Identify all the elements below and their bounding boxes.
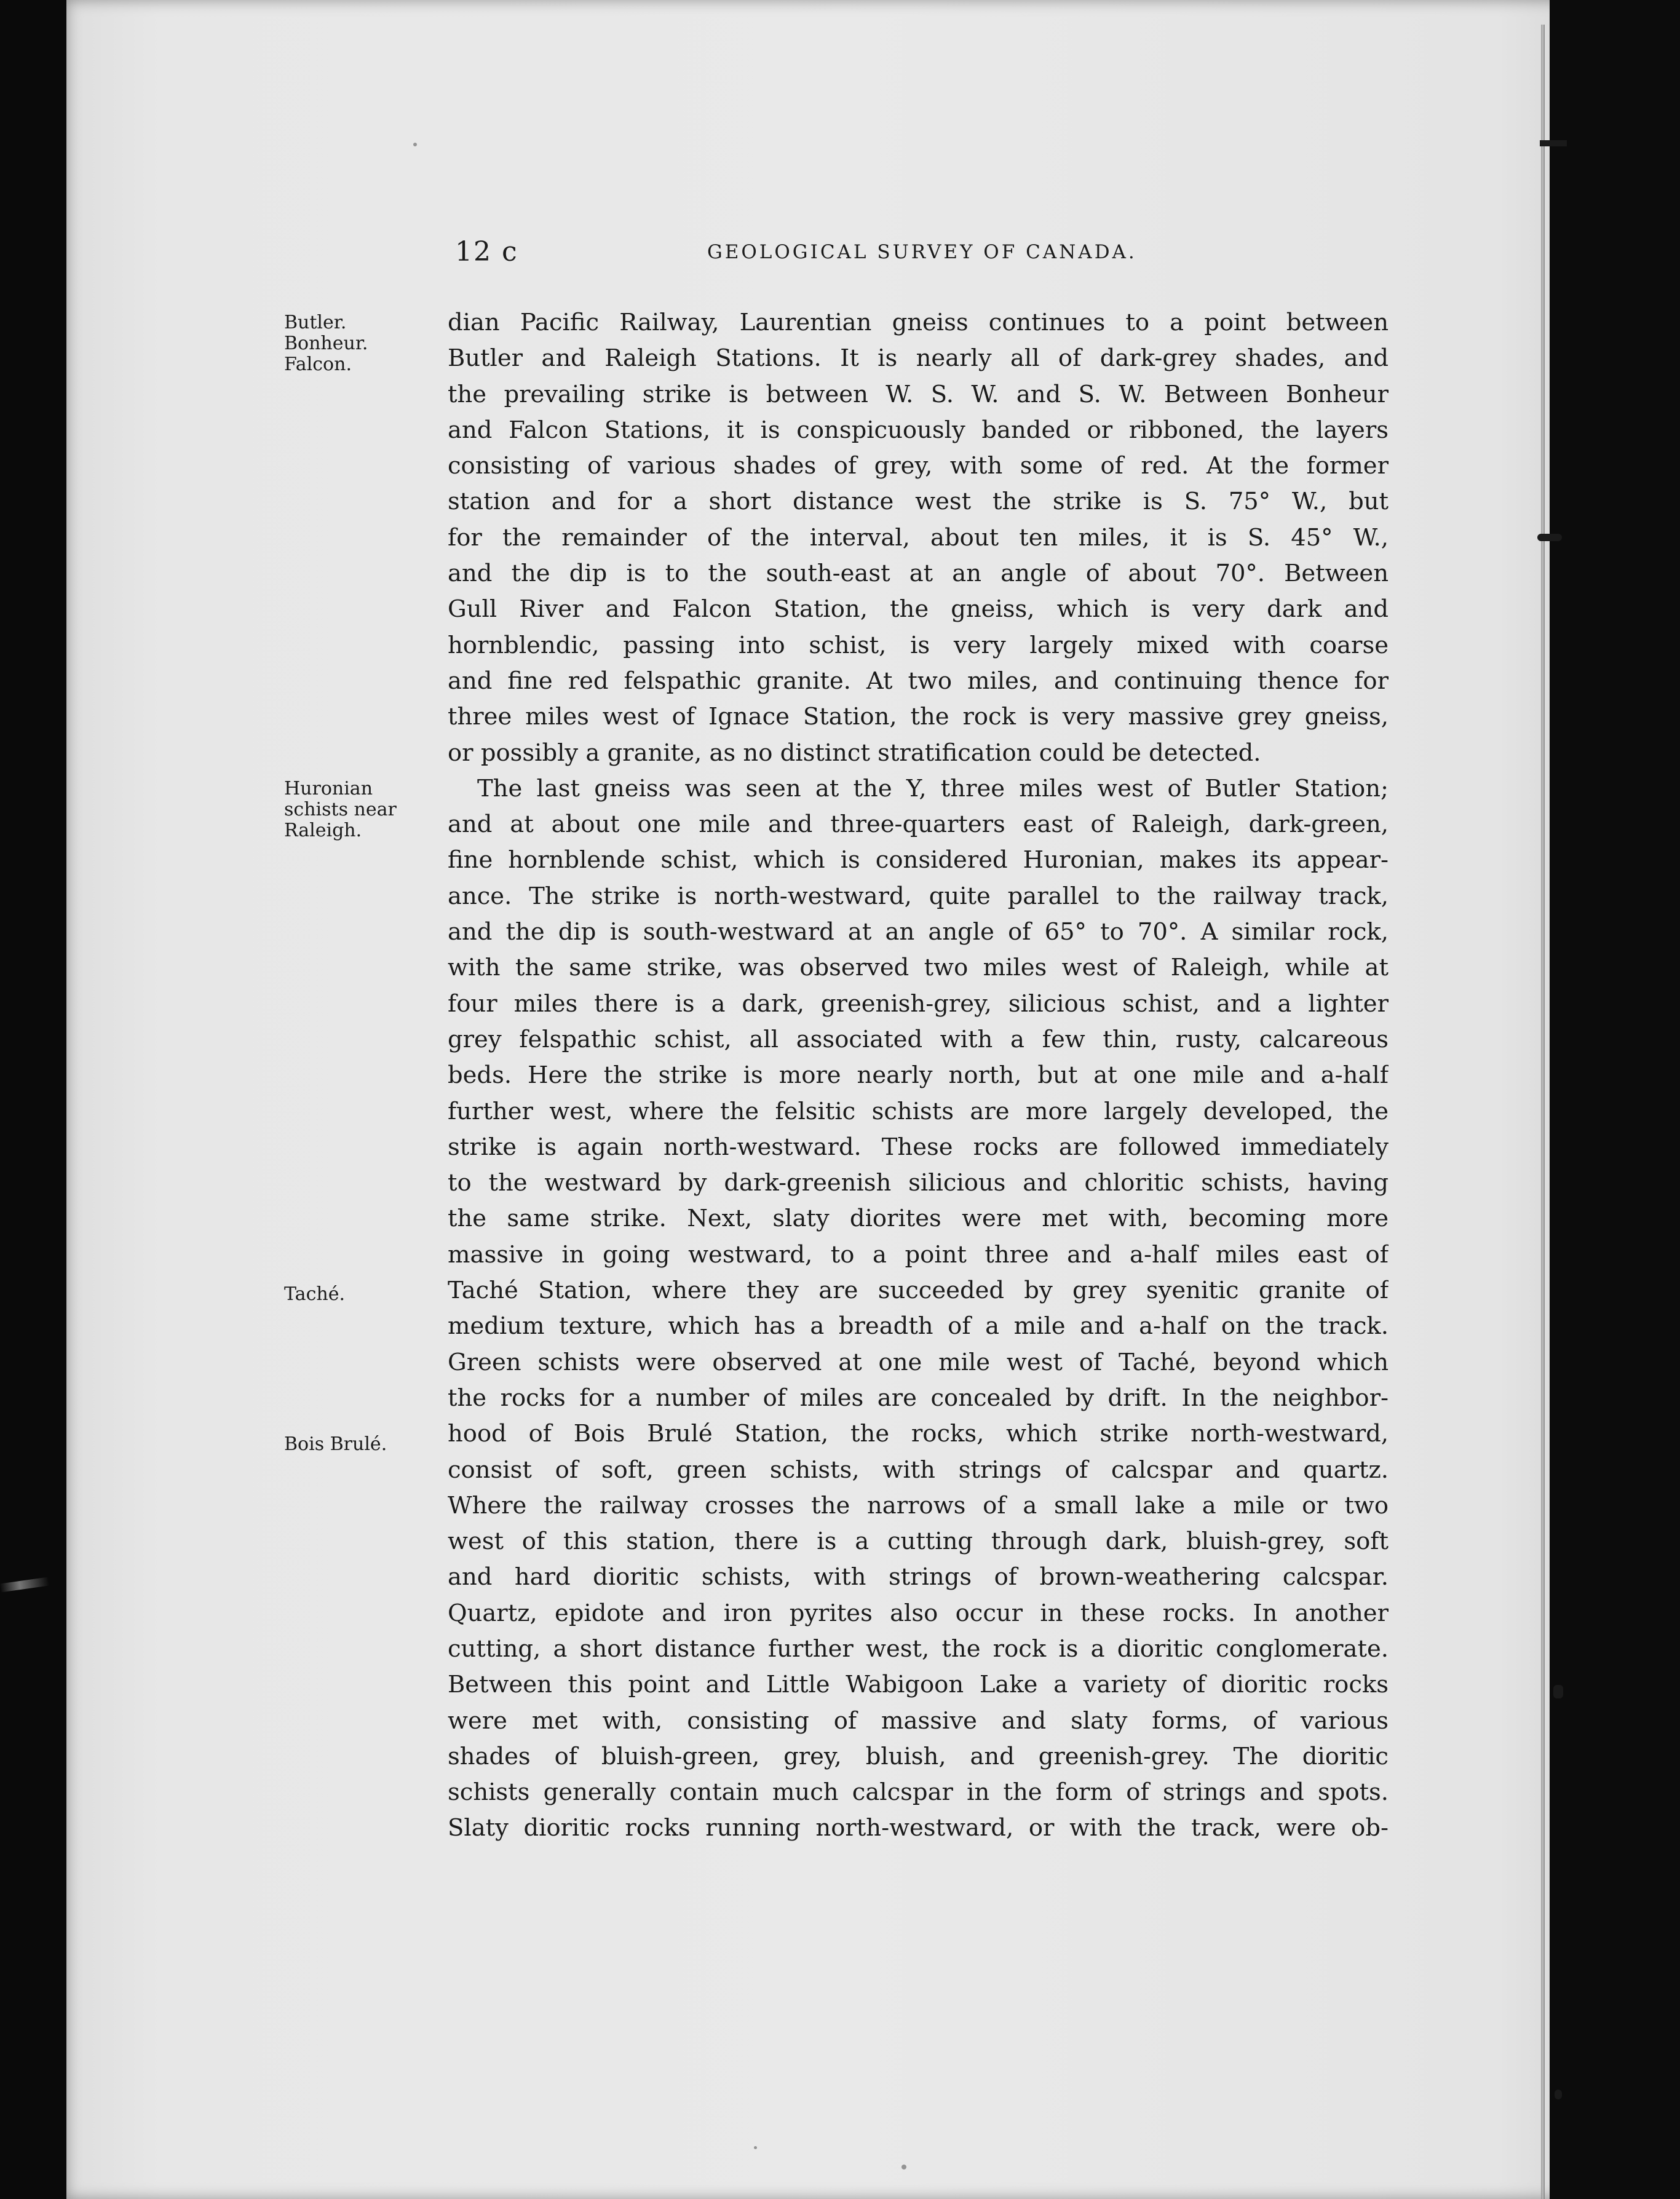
scan-scratch — [0, 1577, 50, 1593]
text-line: the rocks for a number of miles are concealed by drift. In the neighbor- — [448, 1384, 1389, 1412]
text-line: Green schists were observed at one mile west of Taché, beyond which — [448, 1348, 1389, 1376]
text-line: with the same strike, was observed two miles west of Raleigh, while at — [448, 954, 1389, 982]
text-line: hood of Bois Brulé Station, the rocks, which strike north-westward, — [448, 1420, 1389, 1448]
text-line: and hard dioritic schists, with strings of brown-weathering calcspar. — [448, 1563, 1389, 1591]
text-line: cutting, a short distance further west, the rock is a dioritic conglomerate. — [448, 1634, 1389, 1663]
text-line: for the remainder of the interval, about ten miles, it is S. 45° W., — [448, 523, 1389, 552]
text-line: Taché Station, where they are succeeded by grey syenitic granite of — [448, 1277, 1389, 1305]
margin-note: Bois Brulé. — [284, 1433, 387, 1455]
page-number: 12 c — [455, 236, 518, 267]
text-line: shades of bluish-green, grey, bluish, and greenish-grey. The dioritic — [448, 1742, 1389, 1770]
running-header — [455, 236, 1390, 273]
text-line: Where the railway crosses the narrows of a small lake a mile or two — [448, 1491, 1389, 1519]
text-line: consisting of various shades of grey, with some of red. At the former — [448, 452, 1389, 480]
scan-speck — [901, 2165, 906, 2169]
text-line: were met with, consisting of massive and slaty forms, of various — [448, 1706, 1389, 1735]
binding-mark — [1537, 534, 1562, 541]
text-line: and Falcon Stations, it is conspicuously banded or ribboned, the layers — [448, 416, 1389, 444]
scan-background-edge — [1550, 0, 1680, 2199]
running-title: GEOLOGICAL SURVEY OF CANADA. — [707, 241, 1137, 263]
text-line: massive in going westward, to a point three and a-half miles east of — [448, 1240, 1389, 1269]
text-line: consist of soft, green schists, with strings of calcspar and quartz. — [448, 1456, 1389, 1484]
text-line: schists generally contain much calcspar in the form of strings and spots. — [448, 1778, 1389, 1807]
text-line: and the dip is south-westward at an angle of 65° to 70°. A similar rock, — [448, 918, 1389, 946]
body-text — [448, 305, 1389, 1847]
text-line: medium texture, which has a breadth of a mile and a-half on the track. — [448, 1312, 1389, 1341]
text-line: Quartz, epidote and iron pyrites also occur in these rocks. In another — [448, 1599, 1389, 1627]
binding-mark — [1553, 1685, 1563, 1698]
text-line: and at about one mile and three-quarters east of Raleigh, dark-green, — [448, 810, 1389, 839]
text-line: Butler and Raleigh Stations. It is nearly all of dark-grey shades, and — [448, 344, 1389, 373]
margin-note: Huronian schists near Raleigh. — [284, 778, 397, 841]
margin-note: Taché. — [284, 1283, 345, 1305]
scan-speck — [413, 143, 417, 146]
text-line: further west, where the felsitic schists are more largely developed, the — [448, 1097, 1389, 1125]
text-line: to the westward by dark-greenish silicious and chloritic schists, having — [448, 1169, 1389, 1197]
text-line: station and for a short distance west the strike is S. 75° W., but — [448, 488, 1389, 516]
binding-mark — [1540, 140, 1567, 146]
text-line: the prevailing strike is between W. S. W. and S. W. Between Bonheur — [448, 380, 1389, 408]
text-line: Between this point and Little Wabigoon Lake a variety of dioritic rocks — [448, 1671, 1389, 1699]
text-line: grey felspathic schist, all associated with a few thin, rusty, calcareous — [448, 1025, 1389, 1053]
text-line: three miles west of Ignace Station, the rock is very massive grey gneiss, — [448, 703, 1389, 731]
text-line: and fine red felspathic granite. At two miles, and continuing thence for — [448, 667, 1389, 695]
text-line: and the dip is to the south-east at an angle of about 70°. Between — [448, 560, 1389, 588]
paragraph-start-line: The last gneiss was seen at the Y, three miles west of Butler Station; — [477, 774, 1389, 802]
text-line: ance. The strike is north-westward, quite parallel to the railway track, — [448, 882, 1389, 910]
text-line: Slaty dioritic rocks running north-westward, or with the track, were ob- — [448, 1814, 1389, 1842]
text-line: dian Pacific Railway, Laurentian gneiss continues to a point between — [448, 309, 1389, 336]
text-line: or possibly a granite, as no distinct stratification could be detected. — [448, 739, 1261, 767]
text-line: strike is again north-westward. These rocks are followed immediately — [448, 1133, 1389, 1161]
text-line: the same strike. Next, slaty diorites were met with, becoming more — [448, 1205, 1389, 1233]
binding-mark — [1555, 2090, 1562, 2099]
scan-speck — [754, 2146, 757, 2149]
text-line: beds. Here the strike is more nearly north, but at one mile and a-half — [448, 1061, 1389, 1090]
text-line: west of this station, there is a cutting through dark, bluish-grey, soft — [448, 1527, 1389, 1556]
margin-note: Butler. Bonheur. Falcon. — [284, 312, 368, 375]
text-line: Gull River and Falcon Station, the gneiss, which is very dark and — [448, 595, 1389, 624]
text-line: hornblendic, passing into schist, is very largely mixed with coarse — [448, 631, 1389, 659]
text-line: fine hornblende schist, which is considered Huronian, makes its appear- — [448, 846, 1389, 874]
text-line: four miles there is a dark, greenish-grey, silicious schist, and a lighter — [448, 989, 1389, 1018]
page-fold-line — [1541, 25, 1545, 2199]
